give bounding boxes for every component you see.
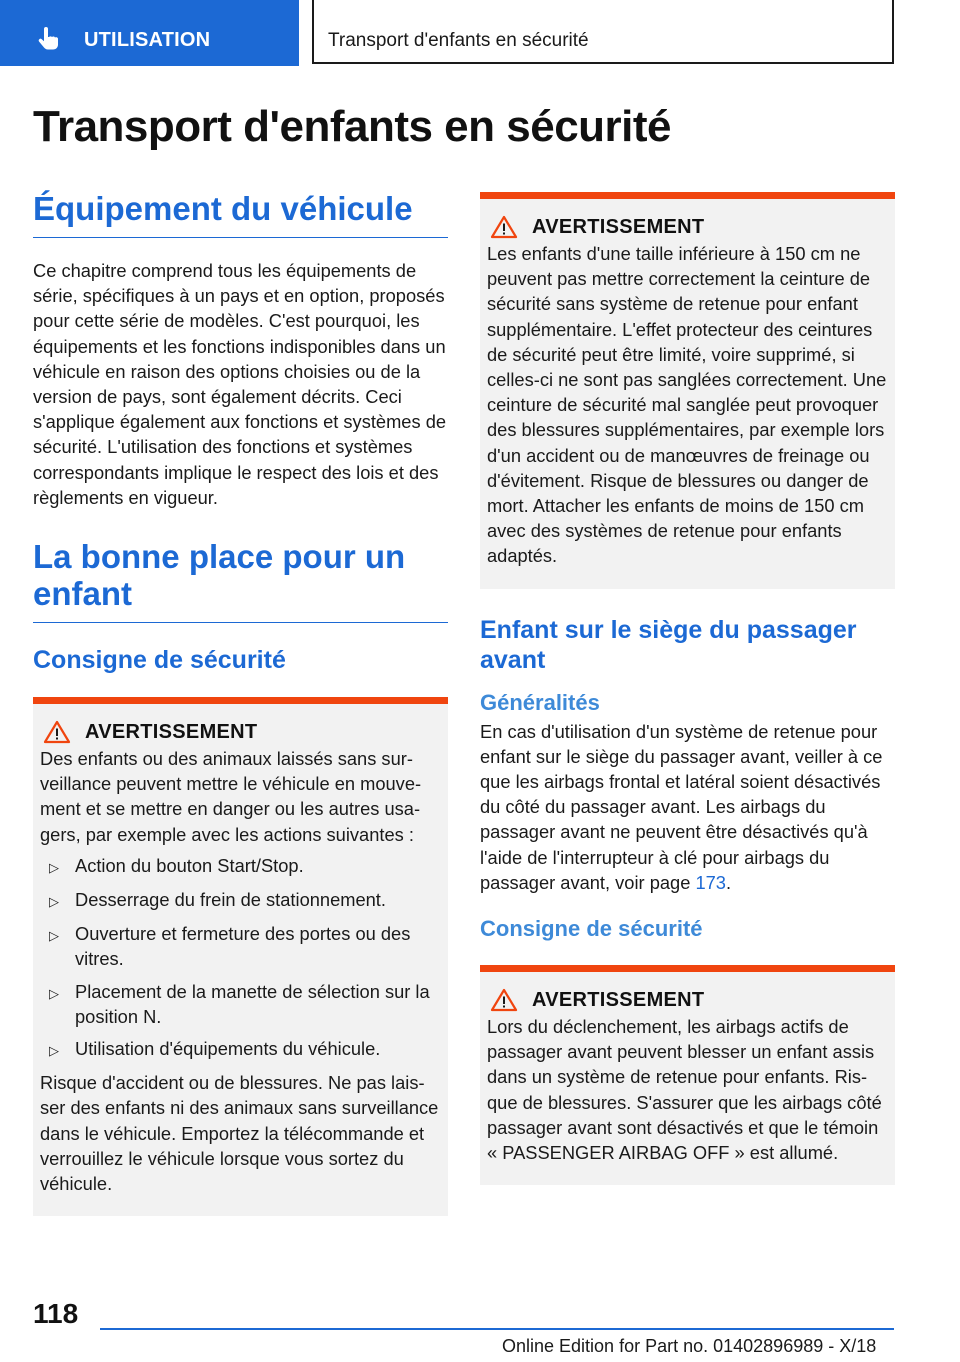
section-tab[interactable] — [0, 0, 299, 66]
page-title: Transport d'enfants en sécurité — [33, 102, 672, 151]
safety-heading-left: Consigne de sécurité — [33, 646, 286, 675]
warning-header — [487, 988, 887, 1012]
child-place-heading: La bonne place pour un enfant — [33, 538, 448, 623]
warning-title: AVERTISSEMENT — [532, 988, 705, 1011]
warning-triangle-icon — [490, 215, 518, 239]
bullet-triangle-icon: ▷ — [49, 985, 59, 1001]
chapter-label: Transport d'enfants en sécurité — [328, 30, 589, 51]
warning-box-left — [33, 697, 448, 1216]
warning-outro: Risque d'accident ou de blessures. Ne pas laisser des enfants ni des animaux sans surveillance dans le véhicule. Emportez la télécommande et verrouillez le véhicule lorsque vous sortez du véhicule. — [40, 1072, 439, 1195]
bullet-triangle-icon: ▷ — [49, 928, 59, 944]
list-item: ▷ Utilisation d'équipements du véhicule. — [40, 1036, 440, 1063]
section-label: UTILISATION — [84, 29, 211, 51]
warning-box-airbag — [480, 965, 895, 1185]
bullet-triangle-icon: ▷ — [49, 859, 59, 875]
general-text: En cas d'utilisation d'un système de retenue pour enfant sur le siège du passager avant, veiller à ce que les airbags frontal et latéral soient désactivés du côté du passager avant. Les airbags du passager avant ne peuvent être désactivés qu'à l'aide de l'interrupteur à clé pour airbags du passager avant, voir page 173. — [480, 720, 883, 893]
warning-title: AVERTISSEMENT — [85, 720, 258, 743]
warning-header — [40, 720, 440, 744]
bullet-triangle-icon: ▷ — [49, 894, 59, 910]
warning-action-list — [40, 853, 440, 1063]
hand-pointer-icon — [38, 27, 60, 51]
warning-triangle-icon — [490, 988, 518, 1012]
warning-text: Lors du déclenchement, les airbags actifs de passager avant peuvent blesser un enfant assis dans un système de retenue pour enfants. Risque de blessures. S'assurer que les airbags côté passager avant sont désactivés et que le témoin « PASSENGER AIRBAG OFF » est allumé. — [487, 1016, 882, 1164]
list-item: ▷ Action du bouton Start/Stop. — [40, 853, 440, 880]
edition-text: Online Edition for Part no. 01402896989 - X/18 — [502, 1336, 877, 1356]
warning-intro: Des enfants ou des animaux laissés sans surveillance peuvent mettre le véhicule en mouvement et se mettre en danger ou les autres usagers, par exemple avec les actions suivantes : — [40, 748, 422, 845]
right-column — [480, 192, 895, 1185]
warning-header — [487, 215, 887, 239]
chapter-header — [312, 0, 894, 64]
footer-divider — [100, 1328, 894, 1330]
warning-title: AVERTISSEMENT — [532, 215, 705, 238]
warning-text: Les enfants d'une taille inférieure à 150 cm ne peuvent pas mettre correctement la ceinture de sécurité sans système de retenue pour enfant supplémentaire. L'effet protecteur des ceintures de sécurité peut être limité, voire supprimé, si celles-ci ne sont pas sanglées correctement. Une ceinture de sécurité mal sanglée peut provoquer des blessures supplémentaires, par exemple lors d'un accident ou de manœuvres de freinage ou d'évitement. Risque de blessures ou danger de mort. Attacher les enfants de moins de 150 cm avec des systèmes de retenue pour enfants adaptés. — [487, 243, 887, 567]
general-heading: Généralités — [480, 689, 600, 715]
safety-heading-right: Consigne de sécurité — [480, 916, 703, 942]
bullet-triangle-icon: ▷ — [49, 1043, 59, 1059]
equipment-heading: Équipement du véhicule — [33, 190, 448, 238]
page-number: 118 — [33, 1298, 79, 1329]
list-item: ▷ Ouverture et fermeture des portes ou des vitres. — [40, 921, 440, 971]
warning-triangle-icon — [43, 720, 71, 744]
page-link[interactable]: 173 — [695, 871, 726, 893]
passenger-seat-heading: Enfant sur le siège du passager avant — [480, 615, 857, 674]
list-item: ▷ Placement de la manette de sélection sur la position N. — [40, 979, 440, 1029]
equipment-text: Ce chapitre comprend tous les équipements de série, spécifiques à un pays et en option, proposés pour cette série de modèles. C'est pourquoi, les équipements et les fonctions indisponibles dans un véhicule en raison des options choisies ou de la version de pays, sont également décrits. Ceci s'applique également aux fonctions et systèmes de sécurité. L'utilisation des fonctions et systèmes correspondants implique le respect des lois et des règlements en vigueur. — [33, 260, 447, 508]
left-column — [33, 190, 448, 1216]
list-item: ▷ Desserrage du frein de stationnement. — [40, 887, 440, 914]
warning-box-height — [480, 192, 895, 589]
